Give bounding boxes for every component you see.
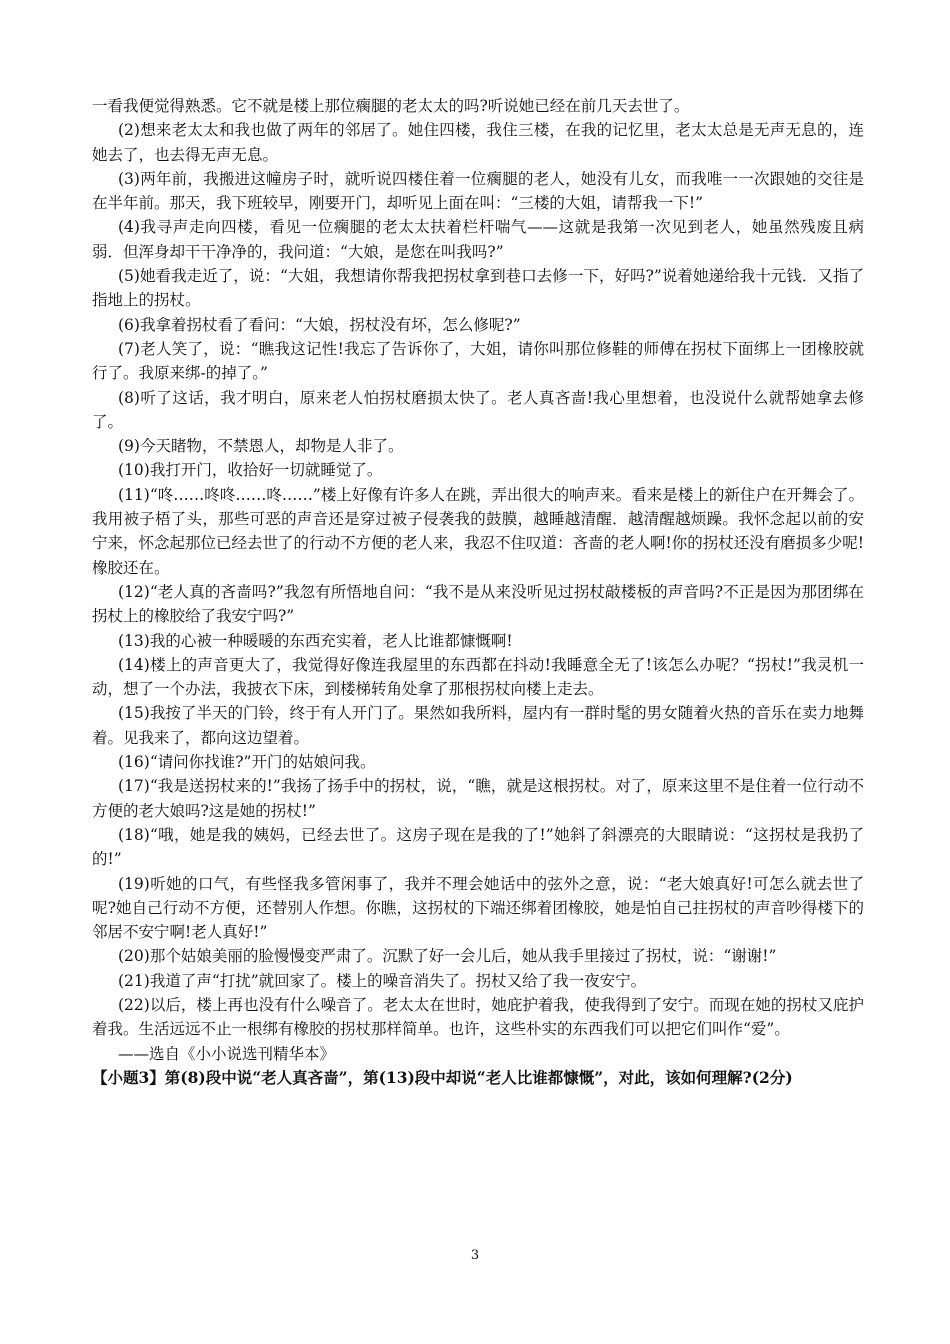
paragraph-22: (22)以后，楼上再也没有什么噪音了。老太太在世时，她庇护着我，使我得到了安宁。而现在她的拐杖又庇护着我。生活远远不止一根绑有橡胶的拐杖那样简单。也许，这些朴实的东西我们可以把它们叫作“爱”。: [92, 995, 864, 1039]
paragraph-8: (8)听了这话，我才明白，原来老人怕拐杖磨损太快了。老人真吝啬!我心里想着，也没说什么就帮她拿去修了。: [92, 388, 864, 431]
page-number: 3: [470, 1248, 480, 1263]
paragraph-11: (11)“咚……咚咚……咚……”楼上好像有许多人在跳，弄出很大的响声来。看来是楼上的新住户在开舞会了。我用被子梧了头，那些可恶的声音还是穿过被子侵袭我的鼓膜，越睡越清醒．越清醒越烦躁。我怀念起以前的安宁来，怀念起那位已经去世了的行动不方便的老人来，我忍不住叹道：吝啬的老人啊!你的拐杖还没有磨损多少呢!橡胶还在。: [92, 485, 864, 577]
paragraph-12: (12)“老人真的吝啬吗?”我忽有所悟地自问：“我不是从来没听见过拐杖敲楼板的声音吗?不正是因为那团绑在拐杖上的橡胶给了我安宁吗?”: [92, 582, 864, 626]
paragraph-15: (15)我按了半天的门铃，终于有人开门了。果然如我所料，屋内有一群时髦的男女随着火热的音乐在卖力地舞着。见我来了，都向这边望着。: [92, 704, 864, 747]
paragraph-16: (16)“请问你找谁?”开门的姑娘问我。: [118, 753, 376, 772]
paragraph-17: (17)“我是送拐杖来的!”我扬了扬手中的拐杖，说，“瞧，就是这根拐杖。对了，原来这里不是住着一位行动不方便的老大娘吗?这是她的拐杖!”: [92, 777, 864, 820]
paragraph-5: (5)她看我走近了，说：“大姐，我想请你帮我把拐杖拿到巷口去修一下，好吗?”说着她递给我十元钱．又指了指地上的拐杖。: [92, 267, 864, 310]
paragraph-4: (4)我寻声走向四楼，看见一位瘸腿的老太太扶着栏杆喘气——这就是我第一次见到老人，她虽然残废且病弱．但浑身却干干净净的，我问道：“大娘，是您在叫我吗?”: [92, 218, 864, 261]
paragraph-18: (18)“哦，她是我的姨妈，已经去世了。这房子现在是我的了!”她斜了斜漂亮的大眼睛说：“这拐杖是我扔了的!”: [92, 825, 864, 869]
article-body: [92, 94, 864, 1090]
question-3: 【小题3】第(8)段中说“老人真吝啬”，第(13)段中却说“老人比谁都慷慨”，对此，该如何理解?(2分): [92, 1067, 793, 1087]
paragraph-7: (7)老人笑了，说：“瞧我这记性!我忘了告诉你了，大姐，请你叫那位修鞋的师傅在拐杖下面绑上一团橡胶就行了。我原来绑-的掉了。”: [92, 339, 864, 383]
paragraph-6: (6)我拿着拐杖看了看问：“大娘，拐杖没有坏，怎么修呢?”: [118, 315, 521, 334]
article-intro: 一看我便觉得熟悉。它不就是楼上那位瘸腿的老太太的吗?听说她已经在前几天去世了。: [92, 97, 690, 115]
paragraph-3: (3)两年前，我搬进这幢房子时，就听说四楼住着一位瘸腿的老人，她没有儿女，而我唯一一次跟她的交往是在半年前。那天，我下班较早，刚要开门，却听见上面在叫：“三楼的大姐，请帮我一下!”: [92, 169, 864, 213]
paragraph-10: (10)我打开门，收拾好一切就睡觉了。: [118, 461, 383, 480]
paragraph-21: (21)我道了声“打扰”就回家了。楼上的噪音消失了。拐杖又给了我一夜安宁。: [118, 971, 647, 990]
paragraph-19: (19)听她的口气，有些怪我多管闲事了，我并不理会她话中的弦外之意，说：“老大娘真好!可怎么就去世了呢?她自己行动不方便，还替别人作想。你瞧，这拐杖的下端还绑着团橡胶，她是怕自己拄拐杖的声音吵得楼下的邻居不安宁啊!老人真好!”: [92, 874, 864, 942]
paragraph-9: (9)今天睹物，不禁恩人，却物是人非了。: [118, 437, 404, 456]
paragraph-14: (14)楼上的声音更大了，我觉得好像连我屋里的东西都在抖动!我睡意全无了!该怎么办呢？“拐杖!”我灵机一动，想了一个办法，我披衣下床，到楼梯转角处拿了那根拐杖向楼上走去。: [92, 655, 864, 699]
paragraph-20: (20)那个姑娘美丽的脸慢慢变严肃了。沉默了好一会儿后，她从我手里接过了拐杖，说：“谢谢!”: [118, 947, 777, 966]
paragraph-2: (2)想来老太太和我也做了两年的邻居了。她住四楼，我住三楼，在我的记忆里，老太太总是无声无息的，连她去了，也去得无声无息。: [92, 121, 864, 164]
article-source: ——选自《小小说选刊精华本》: [118, 1044, 336, 1063]
paragraph-13: (13)我的心被一种暖暖的东西充实着，老人比谁都慷慨啊!: [118, 631, 513, 650]
